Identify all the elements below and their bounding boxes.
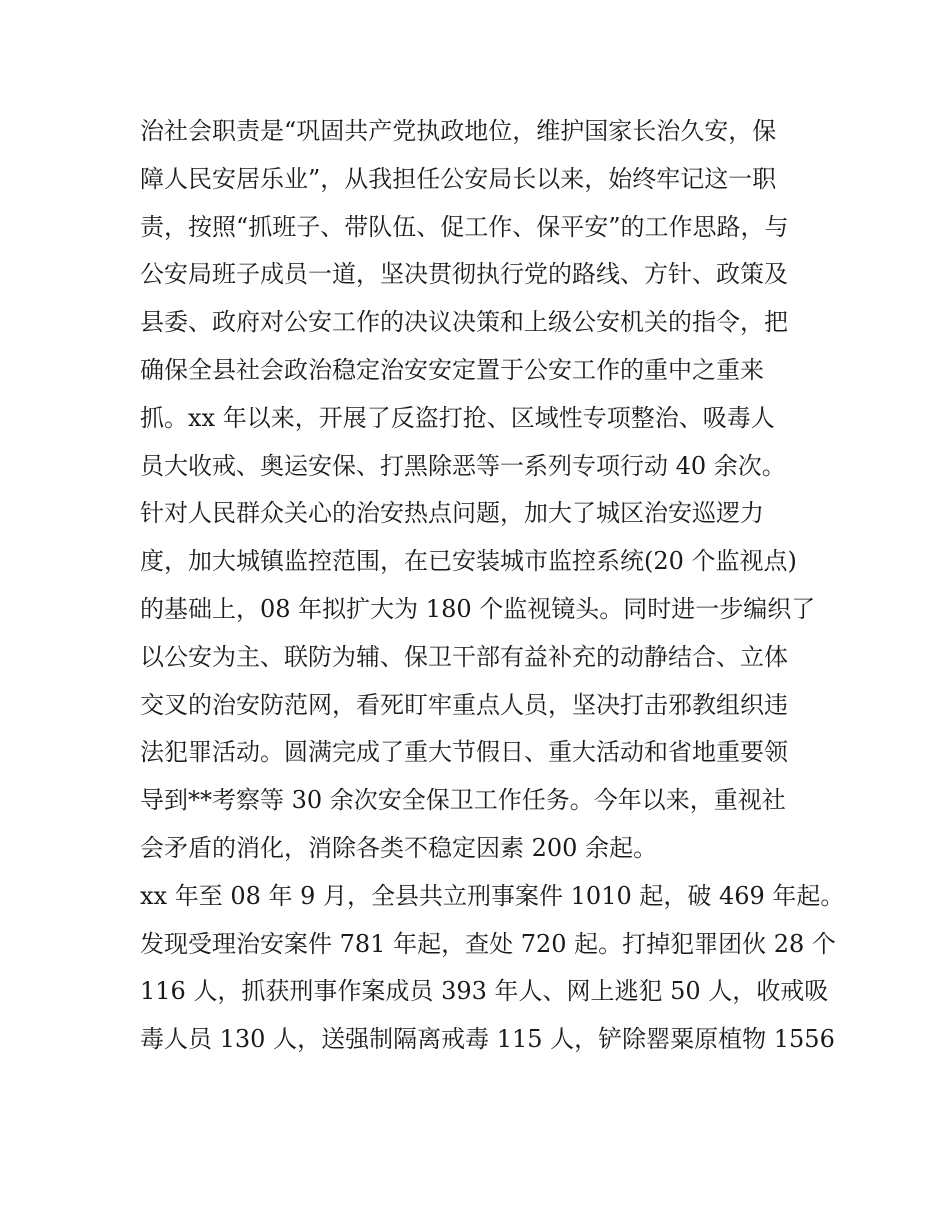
text-line: 度，加大城镇监控范围，在已安装城市监控系统(20 个监视点): [140, 547, 797, 576]
text-line: 抓。xx 年以来，开展了反盗打抢、区域性专项整治、吸毒人: [140, 403, 775, 432]
body-text: [140, 108, 845, 1064]
text-line: 交叉的治安防范网，看死盯牢重点人员，坚决打击邪教组织违: [140, 690, 788, 719]
text-line: 毒人员 130 人，送强制隔离戒毒 115 人，铲除罂粟原植物 1556: [140, 1025, 835, 1054]
text-line: 确保全县社会政治稳定治安安定置于公安工作的重中之重来: [140, 355, 764, 384]
text-line: 针对人民群众关心的治安热点问题，加大了城区治安巡逻力: [140, 499, 764, 528]
text-line: 的基础上，08 年拟扩大为 180 个监视镜头。同时进一步编织了: [140, 594, 816, 623]
text-line: 法犯罪活动。圆满完成了重大节假日、重大活动和省地重要领: [140, 738, 788, 767]
text-line: 会矛盾的消化，消除各类不稳定因素 200 余起。: [140, 833, 658, 862]
text-line: 障人民安居乐业”，从我担任公安局长以来，始终牢记这一职: [140, 164, 777, 193]
text-line: 以公安为主、联防为辅、保卫干部有益补充的动静结合、立体: [140, 642, 788, 671]
text-line: 员大收戒、奥运安保、打黑除恶等一系列专项行动 40 余次。: [140, 451, 786, 480]
text-line: 导到**考察等 30 余次安全保卫工作任务。今年以来，重视社: [140, 786, 786, 815]
text-line: 发现受理治安案件 781 年起，查处 720 起。打掉犯罪团伙 28 个: [140, 929, 836, 958]
text-line: 治社会职责是“巩固共产党执政地位，维护国家长治久安，保: [140, 117, 777, 145]
text-line: 116 人，抓获刑事作案成员 393 年人、网上逃犯 50 人，收戒吸: [140, 977, 829, 1006]
text-line: xx 年至 08 年 9 月，全县共立刑事案件 1010 起，破 469 年起。: [140, 881, 845, 910]
text-line: 责，按照“抓班子、带队伍、促工作、保平安”的工作思路，与: [140, 212, 789, 241]
text-line: 县委、政府对公安工作的决议决策和上级公安机关的指令，把: [140, 308, 788, 337]
text-line: 公安局班子成员一道，坚决贯彻执行党的路线、方针、政策及: [140, 260, 788, 289]
